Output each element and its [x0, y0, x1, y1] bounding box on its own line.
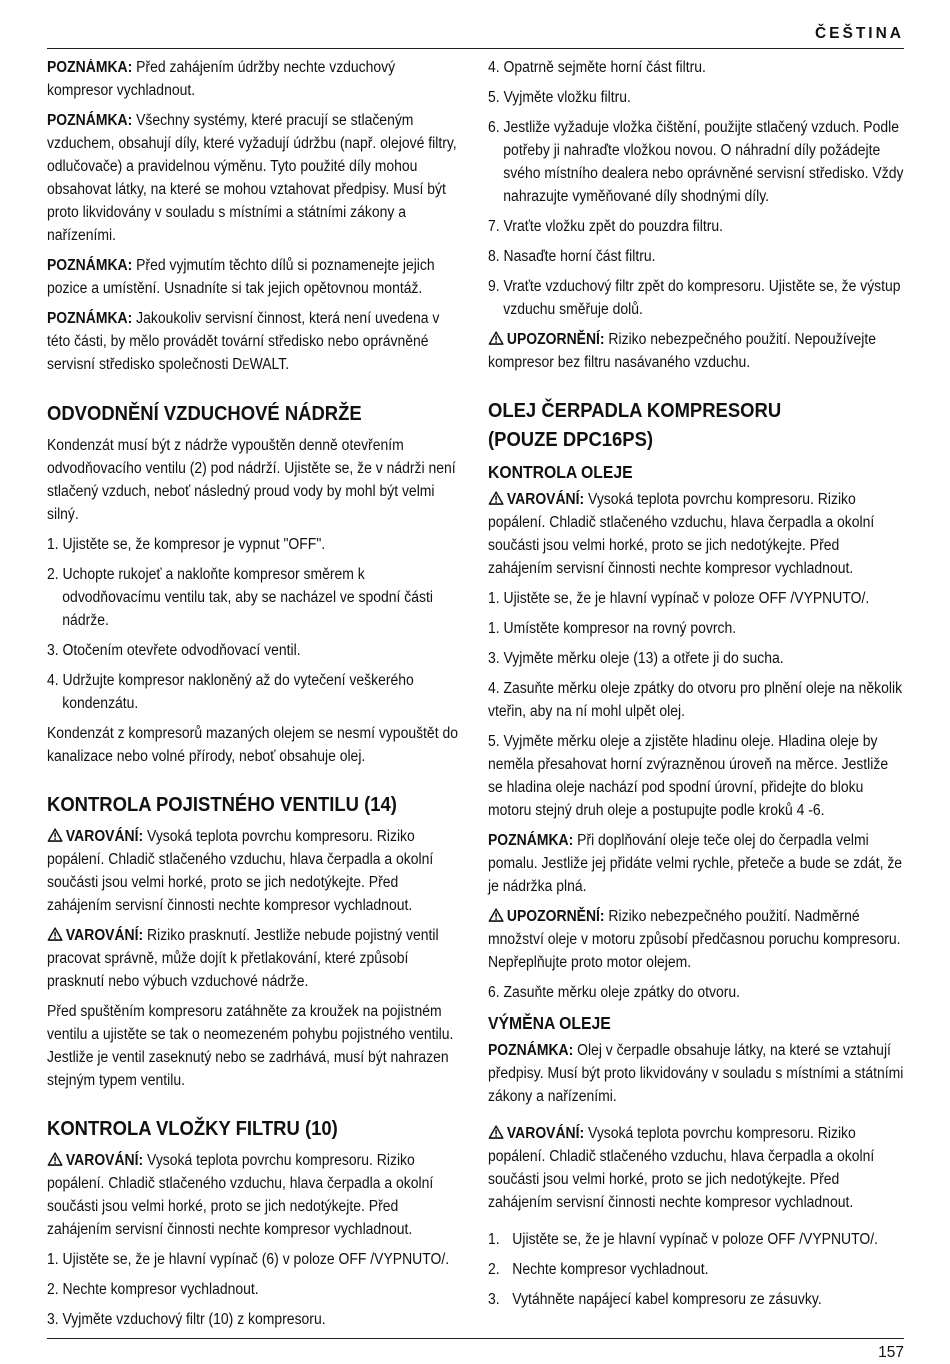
list-item: 2. Nechte kompresor vychladnout. — [488, 1261, 709, 1278]
note-paragraph: POZNÁMKA: Před vyjmutím těchto dílů si poznamenejte jejich pozice a umístění. Usnadníte si tak jejich opětovnou montáž. — [47, 257, 435, 297]
list-item: 3. Vyjměte měrku oleje (13) a otřete ji do sucha. — [488, 650, 784, 667]
list-item: 4. Opatrně sejměte horní část filtru. — [488, 59, 706, 76]
list-item: 1. Ujistěte se, že je hlavní vypínač v poloze OFF /VYPNUTO/. — [488, 1231, 878, 1248]
list-item: 2. Nechte kompresor vychladnout. — [47, 1281, 259, 1298]
list-item: 5. Vyjměte vložku filtru. — [488, 89, 631, 106]
section-heading: KONTROLA POJISTNÉHO VENTILU (14) — [47, 793, 397, 816]
list-item: 6. Jestliže vyžaduje vložka čištění, použijte stlačený vzduch. Podle potřeby ji nahraďte vložkou novou. O náhradní díly požádejte svého místního dealera nebo oprávněné servisní středisko. Vždy nahrazujte vyměňované díly shodnými díly. — [488, 119, 904, 205]
list-item: 2. Uchopte rukojeť a nakloňte kompresor směrem k odvodňovacímu ventilu tak, aby se nacházel ve spodní části nádrže. — [47, 566, 433, 629]
warning-triangle-icon — [488, 331, 504, 345]
note-paragraph: POZNÁMKA: Jakoukoliv servisní činnost, která není uvedena v této části, by mělo provádět tovární středisko nebo oprávněné servisní středisko společnosti DEWALT. — [47, 310, 440, 373]
list-item: 1. Umístěte kompresor na rovný povrch. — [488, 620, 737, 637]
list-item: 3. Vyjměte vzduchový filtr (10) z kompresoru. — [47, 1311, 326, 1328]
warning-paragraph: VAROVÁNÍ: Vysoká teplota povrchu kompresoru. Riziko popálení. Chladič stlačeného vzduchu, hlava čerpadla a okolní součásti jsou velmi horké, proto se jich nedotýkejte. Před zahájením servisní činnosti nechte kompresor vychladnout. — [488, 491, 875, 577]
left-column — [47, 56, 463, 1338]
list-item: 3. Otočením otevřete odvodňovací ventil. — [47, 642, 301, 659]
list-item: 1. Ujistěte se, že je hlavní vypínač v poloze OFF /VYPNUTO/. — [488, 590, 870, 607]
page-number: 157 — [878, 1344, 904, 1361]
note-paragraph: POZNÁMKA: Všechny systémy, které pracují se stlačeným vzduchem, obsahují díly, které vyžadují údržbu (např. olejové filtry, odlučovače) a pravidelnou výměnu. Tyto použité díly mohou obsahovat látky, na které se mohou vztahovat předpisy. Musí být proto likvidovány v souladu s místními a státními zákony a nařízeními. — [47, 112, 457, 244]
right-column — [488, 56, 904, 1318]
paragraph: Před spuštěním kompresoru zatáhněte za kroužek na pojistném ventilu a ujistěte se tak o neomezeném pohybu pojistného ventilu. Jestliže je ventil zaseknutý nebo se zadrhává, musí být nahrazen stejným typem ventilu. — [47, 1003, 454, 1089]
list-item: 6. Zasuňte měrku oleje zpátky do otvoru. — [488, 984, 741, 1001]
warning-triangle-icon — [488, 491, 504, 505]
list-item: 4. Zasuňte měrku oleje zpátky do otvoru pro plnění oleje na několik vteřin, aby na ní mohl ulpět olej. — [488, 680, 903, 720]
list-item: 1. Ujistěte se, že kompresor je vypnut "OFF". — [47, 536, 326, 553]
language-label: ČEŠTINA — [814, 25, 904, 42]
section-heading: OLEJ ČERPADLA KOMPRESORU — [488, 399, 782, 422]
section-heading: KONTROLA VLOŽKY FILTRU (10) — [47, 1117, 338, 1140]
page-footer — [47, 1338, 904, 1361]
warning-triangle-icon — [488, 908, 504, 922]
list-item: 7. Vraťte vložku zpět do pouzdra filtru. — [488, 218, 724, 235]
warning-triangle-icon — [488, 1125, 504, 1139]
subsection-heading: VÝMĚNA OLEJE — [488, 1013, 611, 1033]
list-item: 9. Vraťte vzduchový filtr zpět do kompresoru. Ujistěte se, že výstup vzduchu směřuje dolů. — [488, 278, 901, 318]
list-item: 8. Nasaďte horní část filtru. — [488, 248, 656, 265]
caution-paragraph: UPOZORNĚNÍ: Riziko nebezpečného použití. Nepoužívejte kompresor bez filtru nasávaného vzduchu. — [488, 331, 876, 371]
page-header — [47, 22, 904, 49]
warning-triangle-icon — [47, 1152, 63, 1166]
warning-paragraph: VAROVÁNÍ: Vysoká teplota povrchu kompresoru. Riziko popálení. Chladič stlačeného vzduchu, hlava čerpadla a okolní součásti jsou velmi horké, proto se jich nedotýkejte. Před zahájením servisní činnosti nechte kompresor vychladnout. — [47, 1152, 434, 1238]
note-paragraph: POZNÁMKA: Olej v čerpadle obsahuje látky, na které se vztahují předpisy. Musí být proto likvidovány v souladu s místními a státními zákony a nařízeními. — [488, 1042, 904, 1105]
subsection-heading: KONTROLA OLEJE — [488, 462, 633, 482]
section-heading: ODVODNĚNÍ VZDUCHOVÉ NÁDRŽE — [47, 402, 362, 425]
list-item: 4. Udržujte kompresor nakloněný až do vytečení veškerého kondenzátu. — [47, 672, 414, 712]
warning-paragraph: VAROVÁNÍ: Riziko prasknutí. Jestliže nebude pojistný ventil pracovat správně, může dojít k přetlakování, které způsobí prasknutí nebo výbuch vzduchové nádrže. — [47, 927, 439, 990]
list-item: 3. Vytáhněte napájecí kabel kompresoru ze zásuvky. — [488, 1291, 822, 1308]
section-heading: (POUZE DPC16PS) — [488, 428, 654, 451]
note-paragraph: POZNÁMKA: Při doplňování oleje teče olej do čerpadla velmi pomalu. Jestliže jej přidáte velmi rychle, přeteče a bude se zdát, že je nádržka plná. — [488, 832, 903, 895]
paragraph: Kondenzát z kompresorů mazaných olejem se nesmí vypouštět do kanalizace nebo volné přírody, neboť obsahuje olej. — [47, 725, 458, 765]
list-item: 5. Vyjměte měrku oleje a zjistěte hladinu oleje. Hladina oleje by neměla přesahovat horní zvýrazněnou úroveň na měrce. Jestliže se hladina oleje nachází pod spodní úrovní, přidejte do bloku motoru stejný druh oleje a postupujte podle kroků 4 -6. — [488, 733, 889, 819]
caution-paragraph: UPOZORNĚNÍ: Riziko nebezpečného použití. Nadměrné množství oleje v motoru způsobí předčasnou poruchu kompresoru. Nepřeplňujte proto motor olejem. — [488, 908, 901, 971]
warning-paragraph: VAROVÁNÍ: Vysoká teplota povrchu kompresoru. Riziko popálení. Chladič stlačeného vzduchu, hlava čerpadla a okolní součásti jsou velmi horké, proto se jich nedotýkejte. Před zahájením servisní činnosti nechte kompresor vychladnout. — [488, 1125, 875, 1211]
warning-triangle-icon — [47, 927, 63, 941]
warning-paragraph: VAROVÁNÍ: Vysoká teplota povrchu kompresoru. Riziko popálení. Chladič stlačeného vzduchu, hlava čerpadla a okolní součásti jsou velmi horké, proto se jich nedotýkejte. Před zahájením servisní činnosti nechte kompresor vychladnout. — [47, 828, 434, 914]
list-item: 1. Ujistěte se, že je hlavní vypínač (6) v poloze OFF /VYPNUTO/. — [47, 1251, 450, 1268]
note-paragraph: POZNÁMKA: Před zahájením údržby nechte vzduchový kompresor vychladnout. — [47, 59, 396, 99]
paragraph: Kondenzát musí být z nádrže vypouštěn denně otevřením odvodňovacího ventilu (2) pod nádrží. Ujistěte se, že v nádrži není stlačený vzduch, neboť následný proud vody by mohl být velmi silný. — [47, 437, 456, 523]
warning-triangle-icon — [47, 828, 63, 842]
